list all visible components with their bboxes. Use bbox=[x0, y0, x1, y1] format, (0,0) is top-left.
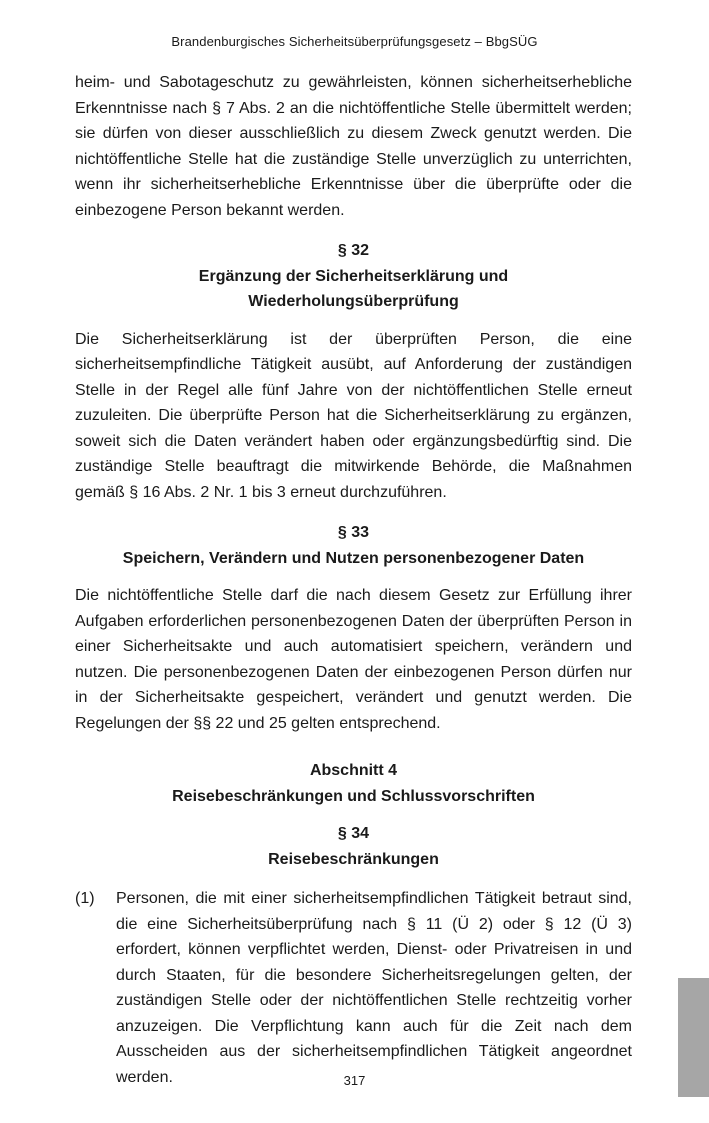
item-number: (1) bbox=[75, 890, 95, 907]
chapter-4-title: Reisebeschränkungen und Schlussvorschriften bbox=[172, 787, 535, 805]
intro-paragraph: heim- und Sabotageschutz zu gewährleisten, können sicherheitserhebliche Erkenntnisse nach § 7 Abs. 2 an die nichtöffentliche Stelle übermittelt werden; sie dürfen von dieser ausschließlich zu diesem Zweck genutzt werden. Die nichtöffentliche Stelle hat die zuständige Stelle unverzüglich zu unterrichten, wenn ihr sicherheitserhebliche Erkenntnisse über die überprüfte oder die einbezogene Person bekannt werden. bbox=[75, 74, 632, 219]
running-header: Brandenburgisches Sicherheitsüberprüfungsgesetz – BbgSÜG bbox=[171, 34, 538, 49]
section-34-item-1 bbox=[75, 886, 632, 1090]
section-32-title-line-2: Wiederholungsüberprüfung bbox=[248, 293, 459, 310]
section-33-number: § 33 bbox=[337, 524, 370, 541]
section-32-text: Die Sicherheitserklärung ist der überprüften Person, die eine sicherheitsempfindliche Tätigkeit ausübt, auf Anforderung der zuständigen Stelle in der Regel alle fünf Jahre von der nichtöffentlichen Stelle erneut zuzuleiten. Die überprüfte Person hat die Sicherheitserklärung zu ergänzen, soweit sich die Daten verändert haben oder ergänzungsbedürftig sind. Die zuständige Stelle beauftragt die mitwirkende Behörde, die Maßnahmen gemäß § 16 Abs. 2 Nr. 1 bis 3 erneut durchzuführen. bbox=[75, 330, 632, 501]
section-32-number: § 32 bbox=[337, 242, 370, 259]
item-text: Personen, die mit einer sicherheitsempfindlichen Tätigkeit betraut sind, die eine Sicherheitsüberprüfung nach § 11 (Ü 2) oder § 12 (Ü 3) erfordert, können verpflichtet werden, Dienst- oder Privatreisen in und durch Staaten, für die besondere Sicherheitsregelungen gelten, der zuständigen Stelle oder der nichtöffentlichen Stelle rechtzeitig vorher anzuzeigen. Die Verpflichtung kann auch für die Zeit nach dem Ausscheiden aus der sicherheitsempfindlichen Tätigkeit angeordnet werden. bbox=[116, 890, 632, 1086]
thumb-index-tab bbox=[678, 978, 709, 1097]
section-34-title: Reisebeschränkungen bbox=[268, 850, 439, 868]
section-33-text: Die nichtöffentliche Stelle darf die nach diesem Gesetz zur Erfüllung ihrer Aufgaben erforderlichen personenbezogenen Daten der überprüften Person in einer Sicherheitsakte und auch automatisiert speichern, verändern und nutzen. Die personenbezogenen Daten der einbezogenen Person dürfen nur in der Sicherheitsakte gespeichert, verändert und genutzt werden. Die Regelungen der §§ 22 und 25 gelten entsprechend. bbox=[75, 587, 632, 732]
page-number: 317 bbox=[343, 1073, 366, 1088]
section-33-title: Speichern, Verändern und Nutzen personenbezogener Daten bbox=[122, 549, 585, 567]
chapter-4-label: Abschnitt 4 bbox=[309, 762, 398, 779]
section-32-title-line-1: Ergänzung der Sicherheitserklärung und bbox=[198, 267, 509, 285]
page-content bbox=[75, 70, 632, 1090]
section-34-number: § 34 bbox=[337, 825, 370, 842]
